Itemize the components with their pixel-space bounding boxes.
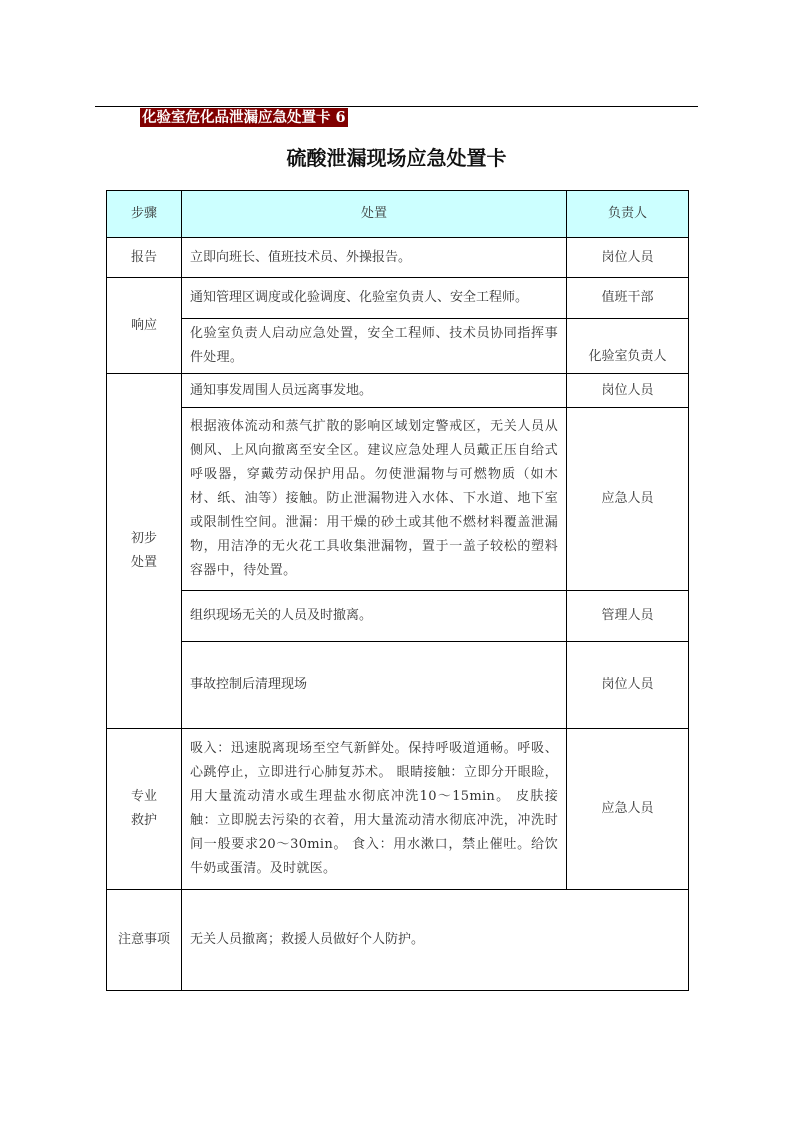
- responsible-cell: 应急人员: [567, 408, 689, 591]
- column-header-responsible: 负责人: [567, 191, 689, 238]
- emergency-response-table: [106, 190, 689, 991]
- responsible-cell: 化验室负责人: [567, 319, 689, 374]
- table-row: [107, 729, 689, 890]
- step-label-line1: 初步: [130, 531, 157, 546]
- table-row: [107, 238, 689, 278]
- responsible-cell: 应急人员: [567, 729, 689, 890]
- step-cell-report: 报告: [107, 238, 182, 278]
- action-cell: 吸入：迅速脱离现场至空气新鲜处。保持呼吸道通畅。呼吸、心跳停止，立即进行心肺复苏术。 眼睛接触：立即分开眼睑，用大量流动清水或生理盐水彻底冲洗10～15min。 皮肤接触：立即脱去污染的衣着，用大量流动清水彻底冲洗，冲洗时间一般要求20～30min。 食入：用水漱口，禁止催吐。给饮牛奶或蛋清。及时就医。: [182, 729, 567, 890]
- responsible-cell: 值班干部: [567, 278, 689, 319]
- step-cell-professional-rescue: [107, 729, 182, 890]
- responsible-cell: 岗位人员: [567, 374, 689, 408]
- table-header-row: [107, 191, 689, 238]
- table-row: [107, 408, 689, 591]
- document-banner: 化验室危化品泄漏应急处置卡 6: [142, 109, 346, 126]
- action-cell: 通知管理区调度或化验调度、化验室负责人、安全工程师。: [182, 278, 567, 319]
- table-row: [107, 591, 689, 642]
- action-cell: 通知事发周围人员远离事发地。: [182, 374, 567, 408]
- action-cell: 事故控制后清理现场: [182, 642, 567, 729]
- action-cell: 根据液体流动和蒸气扩散的影响区域划定警戒区，无关人员从侧风、上风向撤离至安全区。建议应急处理人员戴正压自给式呼吸器，穿戴劳动保护用品。勿使泄漏物与可燃物质（如木材、纸、油等）接触。防止泄漏物进入水体、下水道、地下室或限制性空间。泄漏：用干燥的砂土或其他不燃材料覆盖泄漏物，用洁净的无火花工具收集泄漏物，置于一盖子较松的塑料容器中，待处置。: [182, 408, 567, 591]
- table-row: [107, 890, 689, 991]
- table-row: [107, 278, 689, 319]
- responsible-cell: 岗位人员: [567, 238, 689, 278]
- step-label-line2: 救护: [130, 813, 157, 828]
- table-row: [107, 642, 689, 729]
- header-divider: [95, 106, 698, 107]
- page-title: 硫酸泄漏现场应急处置卡: [286, 146, 507, 170]
- column-header-action: 处置: [182, 191, 567, 238]
- action-cell: 组织现场无关的人员及时撤离。: [182, 591, 567, 642]
- step-label-line1: 专业: [130, 789, 157, 804]
- responsible-cell: 岗位人员: [567, 642, 689, 729]
- action-cell: 化验室负责人启动应急处置，安全工程师、技术员协同指挥事件处理。: [182, 319, 567, 374]
- step-cell-initial-handling: [107, 374, 182, 729]
- table-row: [107, 319, 689, 374]
- action-cell: 立即向班长、值班技术员、外操报告。: [182, 238, 567, 278]
- notes-cell: 无关人员撤离；救援人员做好个人防护。: [182, 890, 689, 991]
- table-row: [107, 374, 689, 408]
- step-cell-notes: 注意事项: [107, 890, 182, 991]
- column-header-step: 步骤: [107, 191, 182, 238]
- step-cell-response: 响应: [107, 278, 182, 374]
- responsible-cell: 管理人员: [567, 591, 689, 642]
- step-label-line2: 处置: [130, 555, 157, 570]
